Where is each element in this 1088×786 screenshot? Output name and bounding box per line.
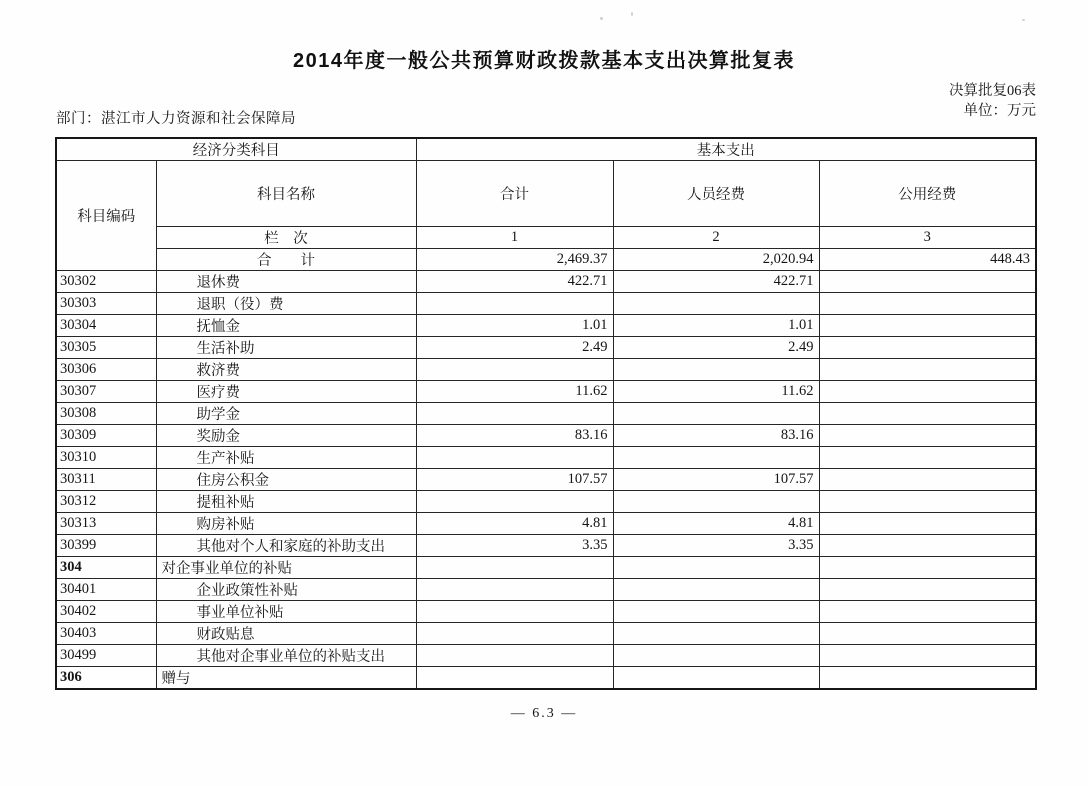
cell-personnel	[613, 293, 819, 315]
cell-total: 422.71	[416, 271, 613, 293]
cell-total	[416, 645, 613, 667]
scan-speck	[1022, 19, 1025, 21]
table-row	[56, 557, 1036, 579]
cell-total	[416, 403, 613, 425]
doc-number: 决算批复06表	[949, 83, 1036, 99]
header-personnel-funds: 人员经费	[613, 161, 819, 227]
cell-total	[416, 359, 613, 381]
cell-personnel: 1.01	[613, 315, 819, 337]
total-row-public: 448.43	[819, 249, 1036, 271]
header-total: 合计	[416, 161, 613, 227]
department-label: 部门：湛江市人力资源和社会保障局	[56, 111, 296, 127]
cell-code: 30306	[56, 359, 156, 381]
cell-public	[819, 535, 1036, 557]
total-row-label: 合 计	[156, 249, 416, 271]
grand-total-row	[56, 249, 1036, 271]
cell-code: 30499	[56, 645, 156, 667]
cell-code: 30312	[56, 491, 156, 513]
cell-public	[819, 447, 1036, 469]
cell-code: 30307	[56, 381, 156, 403]
cell-total: 11.62	[416, 381, 613, 403]
cell-name: 救济费	[156, 359, 416, 381]
cell-total	[416, 557, 613, 579]
cell-personnel: 3.35	[613, 535, 819, 557]
cell-total: 1.01	[416, 315, 613, 337]
header-basic-expenditure: 基本支出	[416, 138, 1036, 161]
table-row	[56, 315, 1036, 337]
cell-code: 30302	[56, 271, 156, 293]
cell-public	[819, 337, 1036, 359]
cell-public	[819, 271, 1036, 293]
total-row-total: 2,469.37	[416, 249, 613, 271]
total-row-personnel: 2,020.94	[613, 249, 819, 271]
cell-name: 财政贴息	[156, 623, 416, 645]
table-row	[56, 491, 1036, 513]
cell-total	[416, 293, 613, 315]
cell-total	[416, 491, 613, 513]
cell-personnel	[613, 557, 819, 579]
cell-name: 其他对企事业单位的补贴支出	[156, 645, 416, 667]
page-title: 2014年度一般公共预算财政拨款基本支出决算批复表	[293, 50, 795, 72]
cell-name: 其他对个人和家庭的补助支出	[156, 535, 416, 557]
table-row	[56, 293, 1036, 315]
cell-name: 奖励金	[156, 425, 416, 447]
cell-name: 事业单位补贴	[156, 601, 416, 623]
cell-personnel: 83.16	[613, 425, 819, 447]
scan-speck	[600, 17, 603, 20]
cell-public	[819, 645, 1036, 667]
cell-personnel: 107.57	[613, 469, 819, 491]
header-subject-code: 科目编码	[56, 161, 156, 271]
cell-public	[819, 579, 1036, 601]
cell-total: 107.57	[416, 469, 613, 491]
cell-public	[819, 293, 1036, 315]
table-row	[56, 359, 1036, 381]
cell-name: 退职（役）费	[156, 293, 416, 315]
cell-total	[416, 667, 613, 690]
cell-personnel	[613, 359, 819, 381]
cell-code: 306	[56, 667, 156, 690]
table-row	[56, 425, 1036, 447]
cell-name: 退休费	[156, 271, 416, 293]
cell-public	[819, 469, 1036, 491]
cell-code: 30309	[56, 425, 156, 447]
cell-personnel	[613, 667, 819, 690]
header-public-funds: 公用经费	[819, 161, 1036, 227]
cell-name: 对企事业单位的补贴	[156, 557, 416, 579]
cell-name: 提租补贴	[156, 491, 416, 513]
table-row	[56, 403, 1036, 425]
cell-total	[416, 447, 613, 469]
cell-public	[819, 513, 1036, 535]
table-body	[56, 271, 1036, 690]
header-subject-name: 科目名称	[156, 161, 416, 227]
table-row	[56, 535, 1036, 557]
cell-code: 30308	[56, 403, 156, 425]
cell-name: 购房补贴	[156, 513, 416, 535]
cell-personnel	[613, 491, 819, 513]
cell-total	[416, 601, 613, 623]
table-row	[56, 513, 1036, 535]
budget-table	[55, 137, 1037, 690]
cell-public	[819, 667, 1036, 690]
cell-personnel	[613, 601, 819, 623]
cell-total: 83.16	[416, 425, 613, 447]
cell-name: 赠与	[156, 667, 416, 690]
cell-personnel	[613, 579, 819, 601]
table-row	[56, 601, 1036, 623]
cell-total	[416, 623, 613, 645]
table-row	[56, 271, 1036, 293]
cell-code: 30305	[56, 337, 156, 359]
lane-number-1: 1	[416, 227, 613, 249]
lane-number-3: 3	[819, 227, 1036, 249]
cell-code: 30313	[56, 513, 156, 535]
cell-code: 30310	[56, 447, 156, 469]
cell-personnel	[613, 645, 819, 667]
cell-public	[819, 403, 1036, 425]
cell-public	[819, 359, 1036, 381]
table-row	[56, 623, 1036, 645]
cell-code: 304	[56, 557, 156, 579]
table-row	[56, 645, 1036, 667]
cell-personnel: 422.71	[613, 271, 819, 293]
unit-label: 单位：万元	[963, 103, 1036, 119]
cell-code: 30311	[56, 469, 156, 491]
cell-total: 4.81	[416, 513, 613, 535]
cell-name: 助学金	[156, 403, 416, 425]
table-row	[56, 337, 1036, 359]
header-group-row	[56, 138, 1036, 161]
cell-personnel	[613, 447, 819, 469]
cell-public	[819, 425, 1036, 447]
cell-total: 2.49	[416, 337, 613, 359]
cell-name: 企业政策性补贴	[156, 579, 416, 601]
cell-public	[819, 315, 1036, 337]
cell-code: 30304	[56, 315, 156, 337]
lane-number-row	[56, 227, 1036, 249]
cell-name: 生活补助	[156, 337, 416, 359]
cell-personnel: 4.81	[613, 513, 819, 535]
cell-personnel: 11.62	[613, 381, 819, 403]
table-row	[56, 381, 1036, 403]
table-row	[56, 469, 1036, 491]
cell-personnel	[613, 623, 819, 645]
scan-speck	[631, 12, 633, 16]
cell-code: 30402	[56, 601, 156, 623]
cell-code: 30403	[56, 623, 156, 645]
header-economic-category: 经济分类科目	[56, 138, 416, 161]
cell-code: 30401	[56, 579, 156, 601]
cell-name: 医疗费	[156, 381, 416, 403]
cell-public	[819, 623, 1036, 645]
cell-total	[416, 579, 613, 601]
cell-personnel	[613, 403, 819, 425]
cell-total: 3.35	[416, 535, 613, 557]
cell-code: 30399	[56, 535, 156, 557]
page-number: — 6.3 —	[510, 706, 578, 721]
cell-name: 抚恤金	[156, 315, 416, 337]
cell-name: 生产补贴	[156, 447, 416, 469]
cell-code: 30303	[56, 293, 156, 315]
table-row	[56, 579, 1036, 601]
lane-number-2: 2	[613, 227, 819, 249]
cell-name: 住房公积金	[156, 469, 416, 491]
meta-block	[949, 81, 1036, 121]
cell-personnel: 2.49	[613, 337, 819, 359]
cell-public	[819, 601, 1036, 623]
cell-public	[819, 491, 1036, 513]
cell-public	[819, 381, 1036, 403]
header-columns-row	[56, 161, 1036, 227]
table-row	[56, 447, 1036, 469]
table-row	[56, 667, 1036, 690]
cell-public	[819, 557, 1036, 579]
lane-label: 栏 次	[156, 227, 416, 249]
